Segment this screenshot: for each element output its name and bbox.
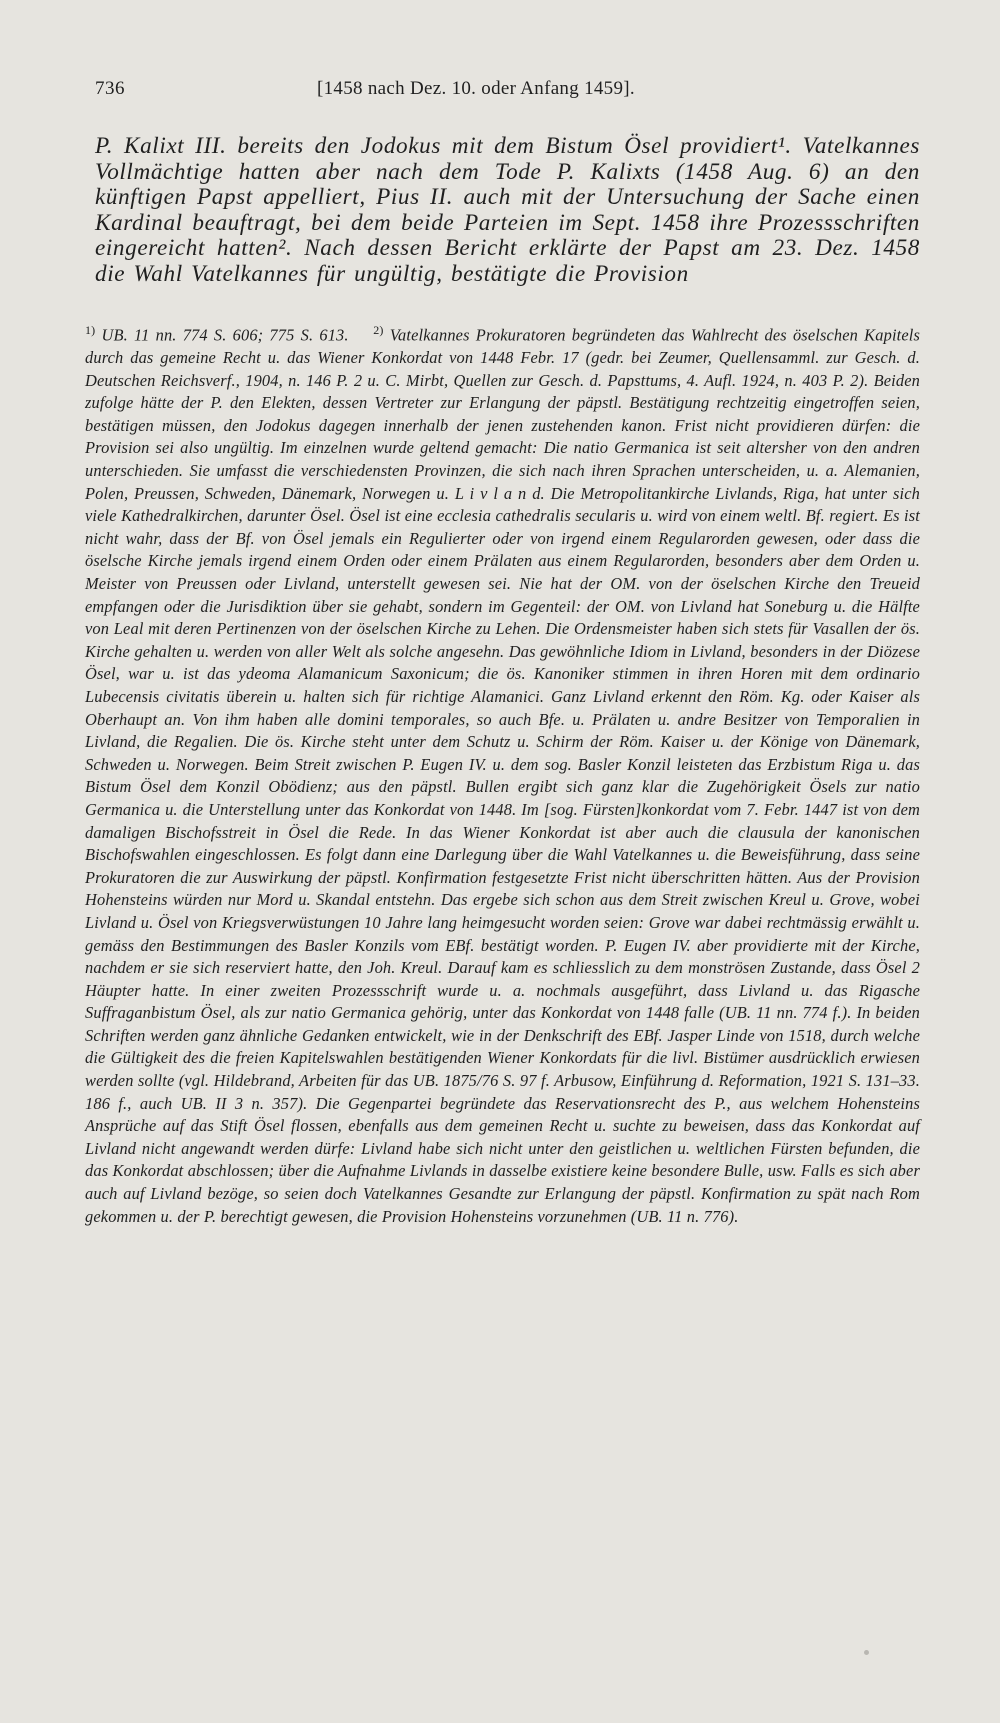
running-head: [1458 nach Dez. 10. oder Anfang 1459]. [317,78,635,99]
footnote-1 [85,319,920,1228]
paper-spot [864,1650,869,1655]
page-number: 736 [95,78,125,99]
footnotes [85,319,920,1228]
page-header [95,78,915,108]
footnote-1-mark: 1) [85,323,96,337]
footnote-2-mark: 2) [373,323,384,337]
footnote-1-text: UB. 11 nn. 774 S. 606; 775 S. 613. [101,325,349,345]
main-paragraph: P. Kalixt III. bereits den Jodokus mit dem Bistum Ösel providiert¹. Vatelkannes Vollmächtige hatten aber nach dem Tode P. Kalixts (1458 Aug. 6) an den künftigen Papst appelliert, Pius II. auch mit der Untersuchung der Sache einen Kardinal beauftragt, bei dem beide Parteien im Sept. 1458 ihre Prozessschriften eingereicht hatten². Nach dessen Bericht erklärte der Papst am 23. Dez. 1458 die Wahl Vatelkannes für ungültig, bestätigte die Provision [95,133,920,287]
footnote-2-text: Vatelkannes Prokuratoren begründeten das Wahlrecht des öselschen Kapitels durch das gemeine Recht u. das Wiener Konkordat von 1448 Febr. 17 (gedr. bei Zeumer, Quellensamml. zur Gesch. d. Deutschen Reichsverf., 1904, n. 146 P. 2 u. C. Mirbt, Quellen zur Gesch. d. Papsttums, 4. Aufl. 1924, n. 403 P. 2). Beiden zufolge hätte der P. den Elekten, dessen Vertreter zur Erlangung der päpstl. Bestätigung rechtzeitig eingetroffen seien, bestätigen müssen, den Jodokus dagegen innerhalb der jenen zustehenden kanon. Frist nicht providieren dürfen: die Provision sei also ungültig. Im einzelnen wurde geltend gemacht: Die natio Germanica ist seit altersher von den andren unterschieden. Sie umfasst die verschiedensten Provinzen, die sich nach ihren Sprachen unterscheiden, u. a. Alemanien, Polen, Preussen, Schweden, Dänemark, Norwegen u. L i v l a n d. Die Metropolitankirche Livlands, Riga, hat unter sich viele Kathedralkirchen, darunter Ösel. Ösel ist eine ecclesia cathedralis secularis u. wird von einem weltl. Bf. regiert. Es ist nicht wahr, dass der Bf. von Ösel jemals ein Regulierter oder von irgend einem Regularorden gewesen, oder dass die öselsche Kirche jemals irgend einem Orden oder einem Prälaten aus einem Regularorden, besonders aber dem Orden u. Meister von Preussen oder Livland, unterstellt gewesen sei. Nie hat der OM. von der öselschen Kirche den Treueid empfangen oder die Jurisdiktion über sie gehabt, sondern im Gegenteil: der OM. von Livland hat Soneburg u. die Hälfte von Leal mit deren Pertinenzen von der öselschen Kirche zu Lehen. Die Ordensmeister haben sich stets für Vasallen der ös. Kirche gehalten u. werden von aller Welt als solche angesehn. Das gewöhnliche Idiom in Livland, besonders in der Diözese Ösel, war u. ist das ydeoma Alamanicum Saxonicum; die ös. Kanoniker stimmen in ihren Horen mit dem ordinario Lubecensis civitatis überein u. halten sich für richtige Alamanici. Ganz Livland erkennt den Röm. Kg. oder Kaiser als Oberhaupt an. Von ihm haben alle domini temporales, so auch Bfe. u. Prälaten u. andre Besitzer von Temporalien in Livland, die Regalien. Die ös. Kirche steht unter dem Schutz u. Schirm der Röm. Kaiser u. der Könige von Dänemark, Schweden u. Norwegen. Beim Streit zwischen P. Eugen IV. u. dem sog. Basler Konzil leisteten das Erzbistum Riga u. das Bistum Ösel dem Konzil Obödienz; aus den päpstl. Bullen ergibt sich ganz klar die Zugehörigkeit Ösels zur natio Germanica u. die Unterstellung unter das Konkordat von 1448. Im [sog. Fürsten]konkordat vom 7. Febr. 1447 ist von dem damaligen Bischofsstreit in Ösel die Rede. In das Wiener Konkordat ist aber auch die clausula der kanonischen Bischofswahlen eingeschlossen. Es folgt dann eine Darlegung über die Wahl Vatelkannes u. die Beweisführung, dass seine Prokuratoren die zur Auswirkung der päpstl. Konfirmation festgesetzte Frist nicht überschritten hätten. Aus der Provision Hohensteins würden nur Mord u. Skandal entstehn. Das ergebe sich schon aus dem Streit zwischen Kreul u. Grove, wobei Livland u. Ösel von Kriegsverwüstungen 10 Jahre lang heimgesucht worden seien: Grove war dabei rechtmässig erwählt u. gemäss den Bestimmungen des Basler Konzils vom EBf. bestätigt worden. P. Eugen IV. aber providierte mit der Kirche, nachdem er sie sich reserviert hatte, den Joh. Kreul. Darauf kam es schliesslich zu dem monströsen Zustande, dass Ösel 2 Häupter hatte. In einer zweiten Prozessschrift wurde u. a. nochmals ausgeführt, dass Livland u. das Rigasche Suffraganbistum Ösel, als zur natio Germanica gehörig, unter das Konkordat von 1448 falle (UB. 11 nn. 774 f.). In beiden Schriften werden ganz ähnliche Gedanken entwickelt, wie in der Denkschrift des EBf. Jasper Linde von 1518, durch welche die Gültigkeit des die freien Kapitelswahlen bestätigenden Wiener Konkordats für die livl. Bistümer ausdrücklich erwiesen werden sollte (vgl. Hildebrand, Arbeiten für das UB. 1875/76 S. 97 f. Arbusow, Einführung d. Reformation, 1921 S. 131–33. 186 f., auch UB. II 3 n. 357). Die Gegenpartei begründete das Reservationsrecht des P., aus welchem Hohensteins Ansprüche auf das Stift Ösel flossen, ebenfalls aus dem gemeinen Recht u. suchte zu beweisen, dass das Konkordat auf Livland nicht angewandt werden dürfe: Livland habe sich nicht unter den geistlichen u. weltlichen Fürsten befunden, die das Konkordat abschlossen; über die Aufnahme Livlands in dasselbe existiere keine besondere Bulle, usw. Falls es sich aber auch auf Livland bezöge, so seien doch Vatelkannes Gesandte zur Erlangung der päpstl. Konfirmation zu spät nach Rom gekommen u. der P. berechtigt gewesen, die Provision Hohensteins vorzunehmen (UB. 11 n. 776). [85,325,921,1226]
